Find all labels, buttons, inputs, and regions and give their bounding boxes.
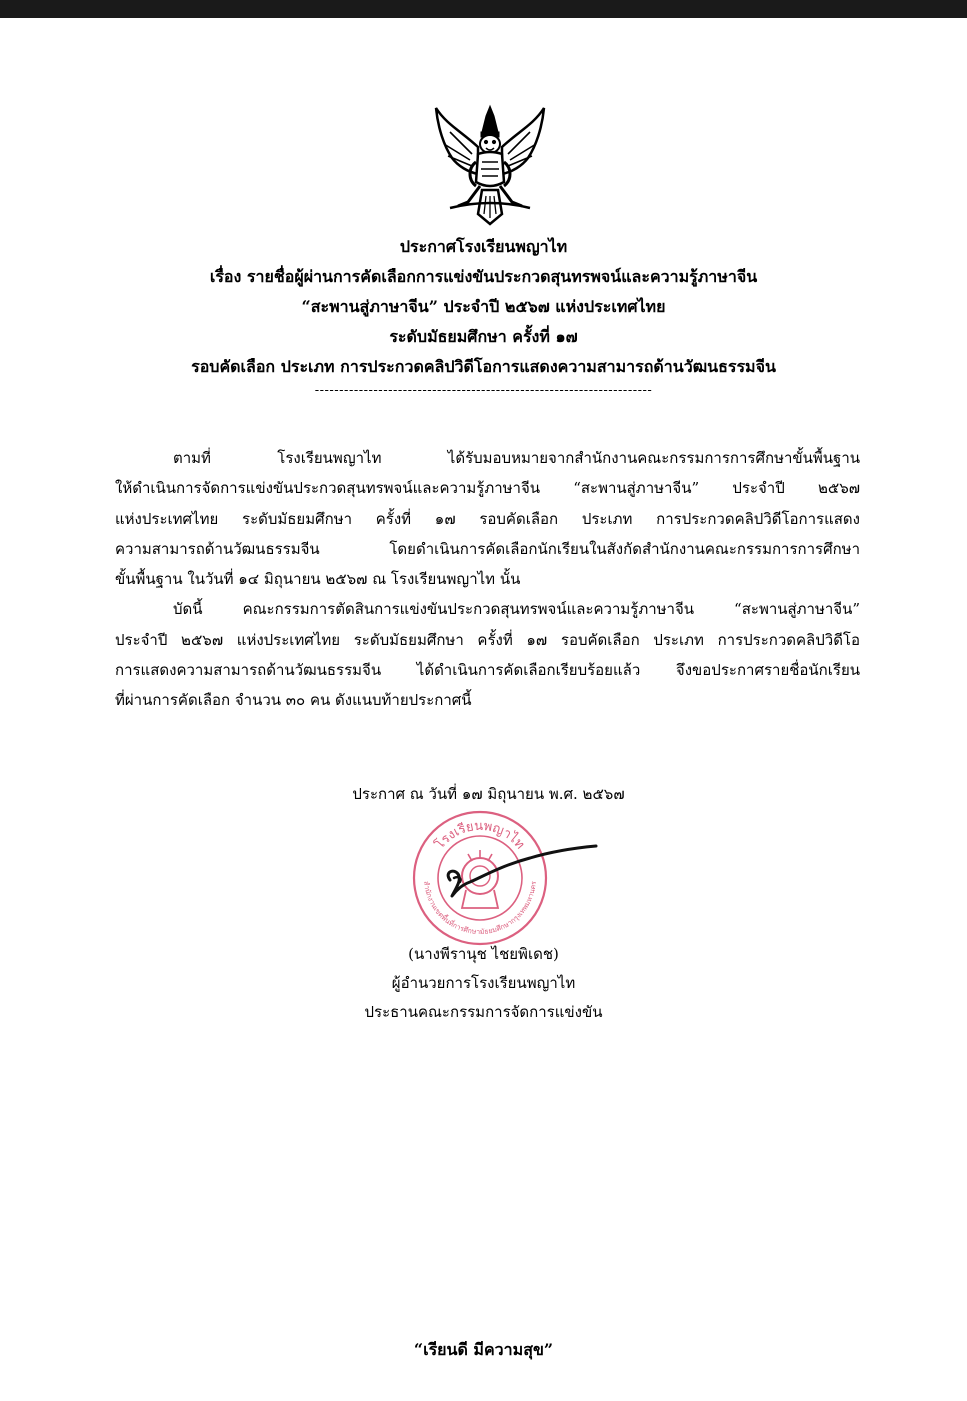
top-bar bbox=[0, 0, 967, 18]
signatory-position-director: ผู้อำนวยการโรงเรียนพญาไท bbox=[391, 974, 576, 992]
body-paragraph-1-line: ตามที่ โรงเรียนพญาไท ได้รับมอบหมายจากสำนักงานคณะกรรมการการศึกษาขั้นพื้นฐาน bbox=[173, 449, 860, 467]
heading-subject: เรื่อง รายชื่อผู้ผ่านการคัดเลือกการแข่งขันประกวดสุนทรพจน์และความรู้ภาษาจีน bbox=[209, 267, 758, 286]
heading-school-announcement: ประกาศโรงเรียนพญาไท bbox=[399, 237, 568, 256]
body-paragraph-1-line: แห่งประเทศไทย ระดับมัธยมศึกษา ครั้งที่ ๑๗ รอบคัดเลือก ประเภท การประกวดคลิปวิดีโอการแสดง bbox=[115, 509, 860, 528]
announcement-date: ประกาศ ณ วันที่ ๑๗ มิถุนายน พ.ศ. ๒๕๖๗ bbox=[352, 785, 625, 803]
body-paragraph-2-line: ที่ผ่านการคัดเลือก จำนวน ๓๐ คน ดังแนบท้ายประกาศนี้ bbox=[115, 691, 472, 710]
body-paragraph-1-line: ให้ดำเนินการจัดการแข่งขันประกวดสุนทรพจน์และความรู้ภาษาจีน “สะพานสู่ภาษาจีน” ประจำปี ๒๕๖๗ bbox=[115, 479, 860, 498]
seal-top-text: โรงเรียนพญาไท bbox=[432, 818, 528, 853]
body-paragraph-1-line: ความสามารถด้านวัฒนธรรมจีน โดยดำเนินการคัดเลือกนักเรียนในสังกัดสำนักงานคณะกรรมการการศึกษา bbox=[115, 539, 860, 558]
signatory-block bbox=[0, 940, 967, 1027]
garuda-emblem-icon bbox=[428, 102, 552, 226]
heading-round-category: รอบคัดเลือก ประเภท การประกวดคลิปวิดีโอการแสดงความสามารถด้านวัฒนธรรมจีน bbox=[191, 357, 776, 376]
body-paragraph-2-line: ประจำปี ๒๕๖๗ แห่งประเทศไทย ระดับมัธยมศึกษา ครั้งที่ ๑๗ รอบคัดเลือก ประเภท การประกวดคลิปวิดีโอ bbox=[115, 630, 860, 649]
heading-level: ระดับมัธยมศึกษา ครั้งที่ ๑๗ bbox=[389, 327, 578, 346]
heading-divider: --------------------------------------------------------------------- bbox=[314, 383, 653, 398]
announcement-body bbox=[115, 443, 860, 716]
seal-bottom-text: สำนักงานเขตพื้นที่การศึกษามัธยมศึกษากรุงเทพมหานคร bbox=[421, 880, 538, 937]
signatory-name: (นางพีรานุช ไชยพิเดช) bbox=[408, 945, 559, 963]
body-paragraph-1-line: ขั้นพื้นฐาน ในวันที่ ๑๔ มิถุนายน ๒๕๖๗ ณ โรงเรียนพญาไท นั้น bbox=[115, 570, 521, 589]
signatory-position-chair: ประธานคณะกรรมการจัดการแข่งขัน bbox=[364, 1003, 603, 1021]
announcement-heading bbox=[0, 232, 967, 382]
heading-event-title: “สะพานสู่ภาษาจีน” ประจำปี ๒๕๖๗ แห่งประเทศไทย bbox=[301, 297, 666, 316]
signature-mark bbox=[440, 838, 600, 908]
body-paragraph-2-line: การแสดงความสามารถด้านวัฒนธรรมจีน ได้ดำเนินการคัดเลือกเรียบร้อยแล้ว จึงขอประกาศรายชื่อนักเรียน bbox=[115, 661, 860, 680]
school-motto: “เรียนดี มีความสุข” bbox=[413, 1340, 554, 1359]
body-paragraph-2-line: บัดนี้ คณะกรรมการตัดสินการแข่งขันประกวดสุนทรพจน์และความรู้ภาษาจีน “สะพานสู่ภาษาจีน” bbox=[173, 600, 860, 619]
